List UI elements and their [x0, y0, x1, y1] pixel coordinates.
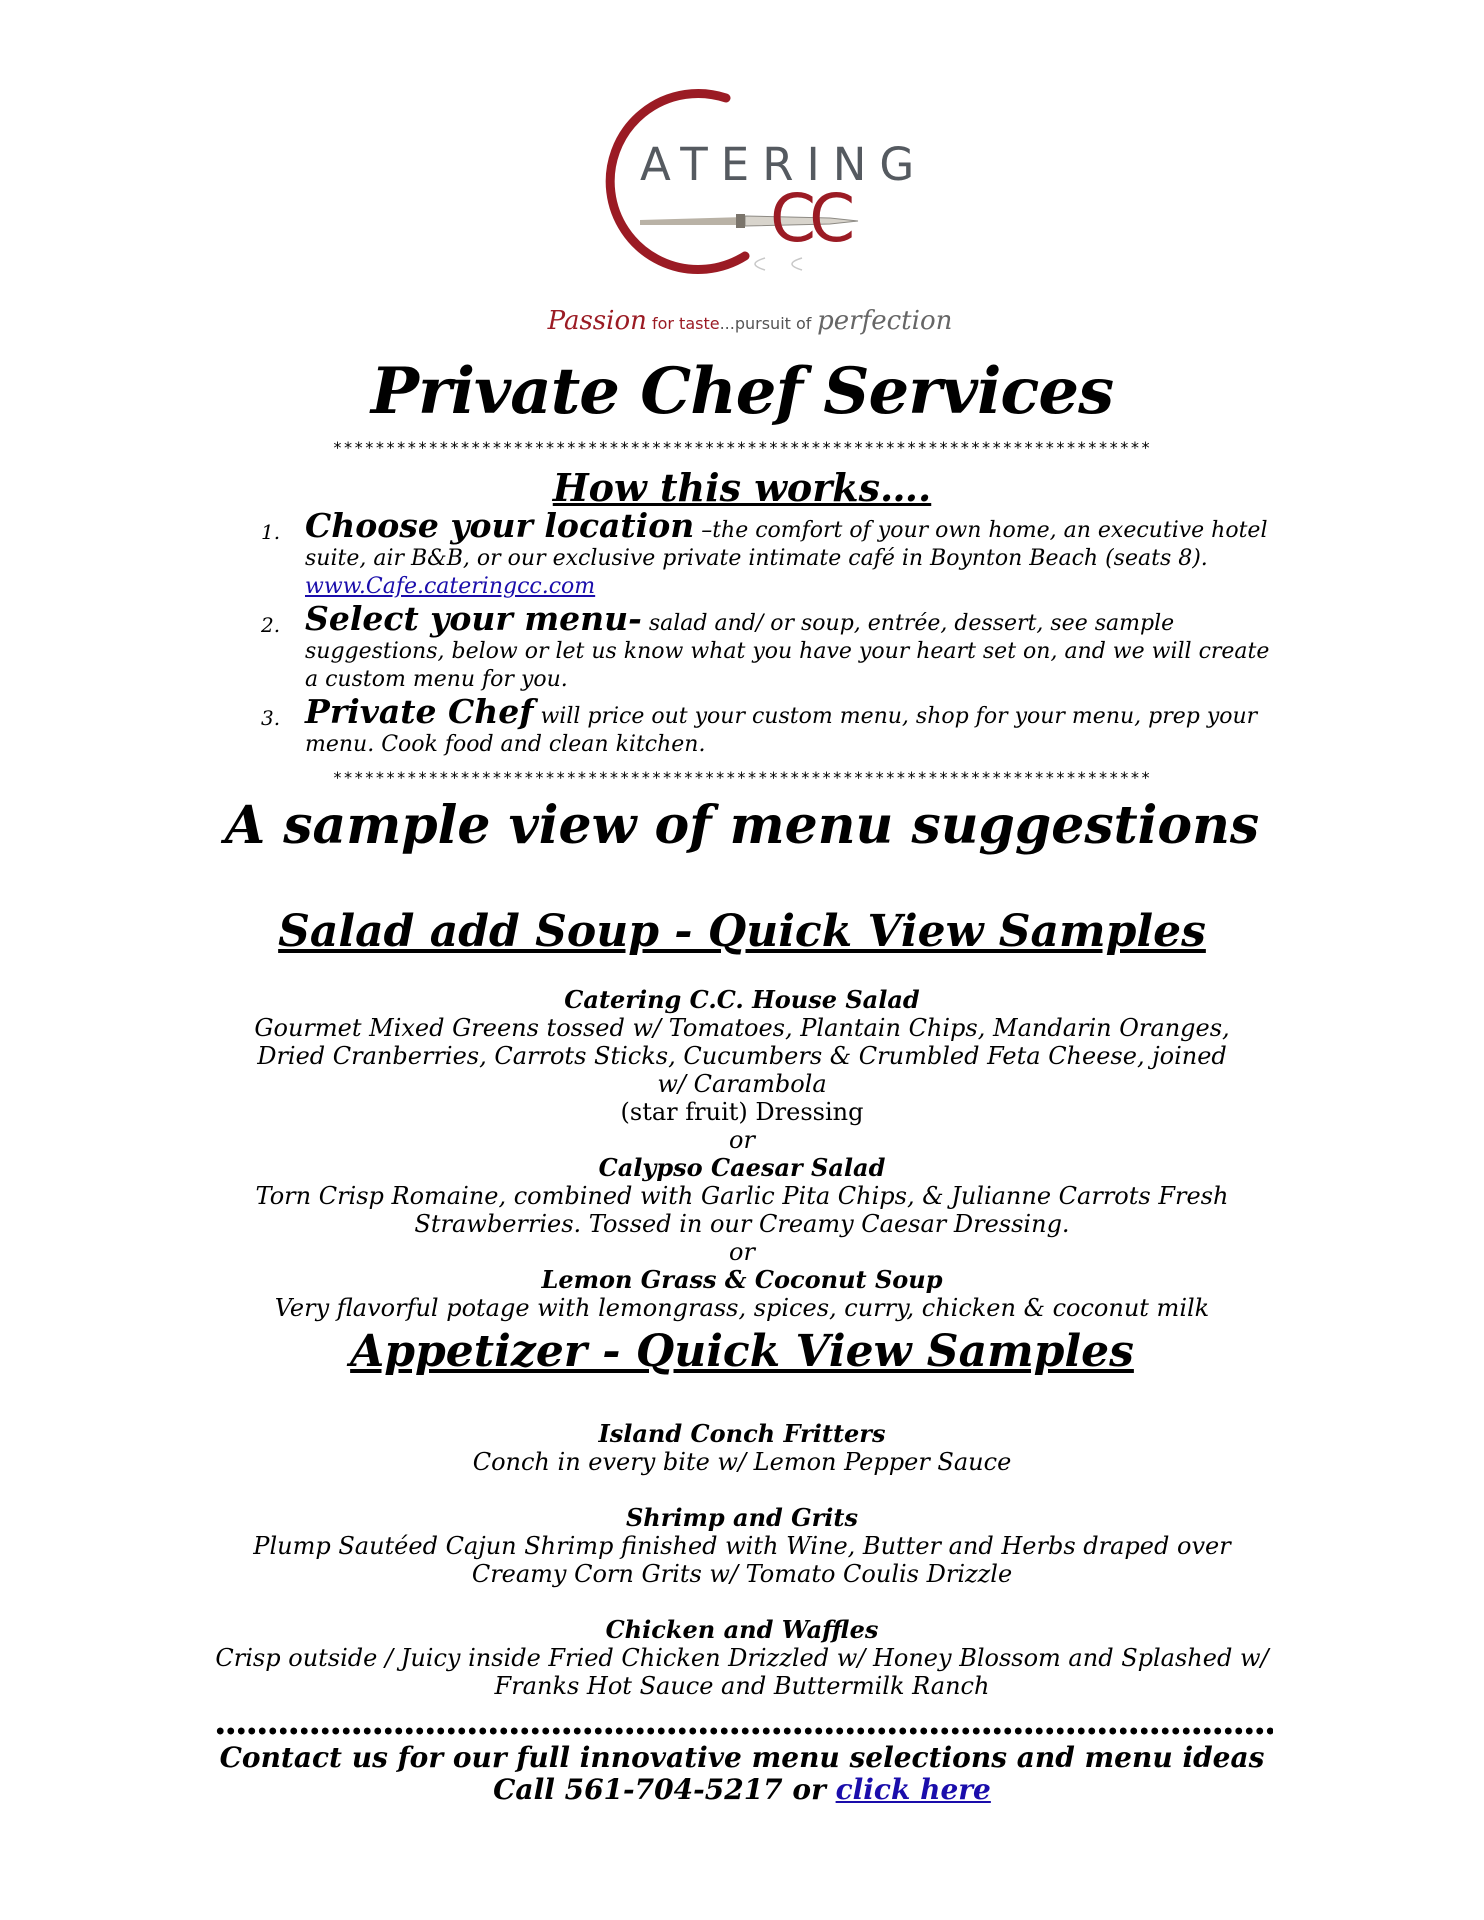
call-prefix: Call 561-704-5217 or	[493, 1773, 836, 1806]
menu-item-desc: Torn Crisp Romaine, combined with Garlic Pita Chips, & Julianne Carrots Fresh Strawberries. Tossed in our Creamy Caesar Dressing.	[255, 1182, 1229, 1238]
menu-item-name: Shrimp and Grits	[625, 1503, 859, 1532]
logo-cc-reflection	[755, 258, 802, 270]
step-item	[255, 599, 1275, 694]
star-divider-bottom: *****************************************************************************	[332, 768, 1152, 787]
menu-item-name: Catering C.C. House Salad	[564, 985, 920, 1014]
cafe-website-link[interactable]: www.Cafe.cateringcc.com	[305, 574, 596, 599]
menu-item-name: Calypso Caesar Salad	[598, 1153, 886, 1182]
contact-line: Contact us for our full innovative menu selections and menu ideas	[219, 1741, 1265, 1774]
step-number: 3.	[261, 706, 281, 730]
menu-item-desc-extra: (star fruit) Dressing	[620, 1098, 864, 1126]
logo-graphic	[540, 80, 960, 310]
step-text: will price out your custom menu, shop for your menu, prep your menu. Cook food and clean kitchen.	[305, 704, 1258, 757]
or-separator: or	[729, 1238, 755, 1266]
salad-soup-list	[0, 986, 1484, 1322]
star-divider-top: *****************************************************************************	[332, 438, 1152, 457]
step-number: 1.	[261, 520, 281, 544]
menu-item-desc: Crisp outside / Juicy inside Fried Chicken Drizzled w/ Honey Blossom and Splashed w/ Franks Hot Sauce and Buttermilk Ranch	[215, 1644, 1269, 1700]
menu-item-name: Lemon Grass & Coconut Soup	[541, 1265, 943, 1294]
steps-list	[255, 506, 1275, 763]
step-text: salad and/ or soup, entrée, dessert, see sample suggestions, below or let us know what you have your heart set on, and we will create a custom menu for you.	[305, 611, 1270, 692]
catering-cc-logo	[540, 80, 960, 380]
step-item	[255, 506, 1275, 601]
contact-block	[0, 1742, 1484, 1806]
salad-soup-heading: Salad add Soup - Quick View Samples	[278, 906, 1206, 957]
tagline-perfection: perfection	[817, 306, 953, 336]
menu-item-desc: Conch in every bite w/ Lemon Pepper Sauce	[472, 1448, 1012, 1476]
logo-tagline	[540, 306, 960, 336]
appetizer-list	[0, 1420, 1484, 1700]
how-it-works-heading: How this works….	[552, 465, 932, 510]
logo-word: ATERING	[640, 138, 928, 191]
click-here-link[interactable]: click here	[835, 1773, 991, 1806]
menu-item-name: Chicken and Waffles	[605, 1615, 879, 1644]
menu-item-name: Island Conch Fritters	[598, 1419, 886, 1448]
tagline-passion: Passion	[547, 306, 647, 336]
page-title: Private Chef Services	[370, 354, 1114, 429]
menu-item-desc: Very flavorful potage with lemongrass, spices, curry, chicken & coconut milk	[274, 1294, 1210, 1322]
or-separator: or	[729, 1126, 755, 1154]
call-line	[0, 1774, 1484, 1806]
logo-cc: CC	[770, 180, 849, 257]
step-item	[255, 692, 1275, 759]
sample-heading: A sample view of menu suggestions	[224, 795, 1260, 856]
dotted-divider	[215, 1726, 1273, 1736]
menu-item-desc: Gourmet Mixed Greens tossed w/ Tomatoes, Plantain Chips, Mandarin Oranges, Dried Cranberries, Carrots Sticks, Cucumbers & Crumbled Feta Cheese, joined w/ Carambola	[254, 1014, 1230, 1098]
step-number: 2.	[261, 613, 281, 637]
appetizer-heading: Appetizer - Quick View Samples	[350, 1326, 1134, 1377]
step-title: Private Chef	[305, 692, 534, 731]
step-text: –the comfort of your own home, an executive hotel suite, air B&B, or our exclusive private intimate café in Boynton Beach (seats 8).	[305, 518, 1268, 571]
step-title: Choose your location	[305, 506, 695, 545]
tagline-pursuit: ...pursuit of	[719, 314, 812, 333]
tagline-for-taste: for taste	[646, 314, 720, 333]
menu-item-desc: Plump Sautéed Cajun Shrimp finished with Wine, Butter and Herbs draped over Creamy Corn Grits w/ Tomato Coulis Drizzle	[253, 1532, 1231, 1588]
step-title: Select your menu-	[305, 599, 642, 638]
